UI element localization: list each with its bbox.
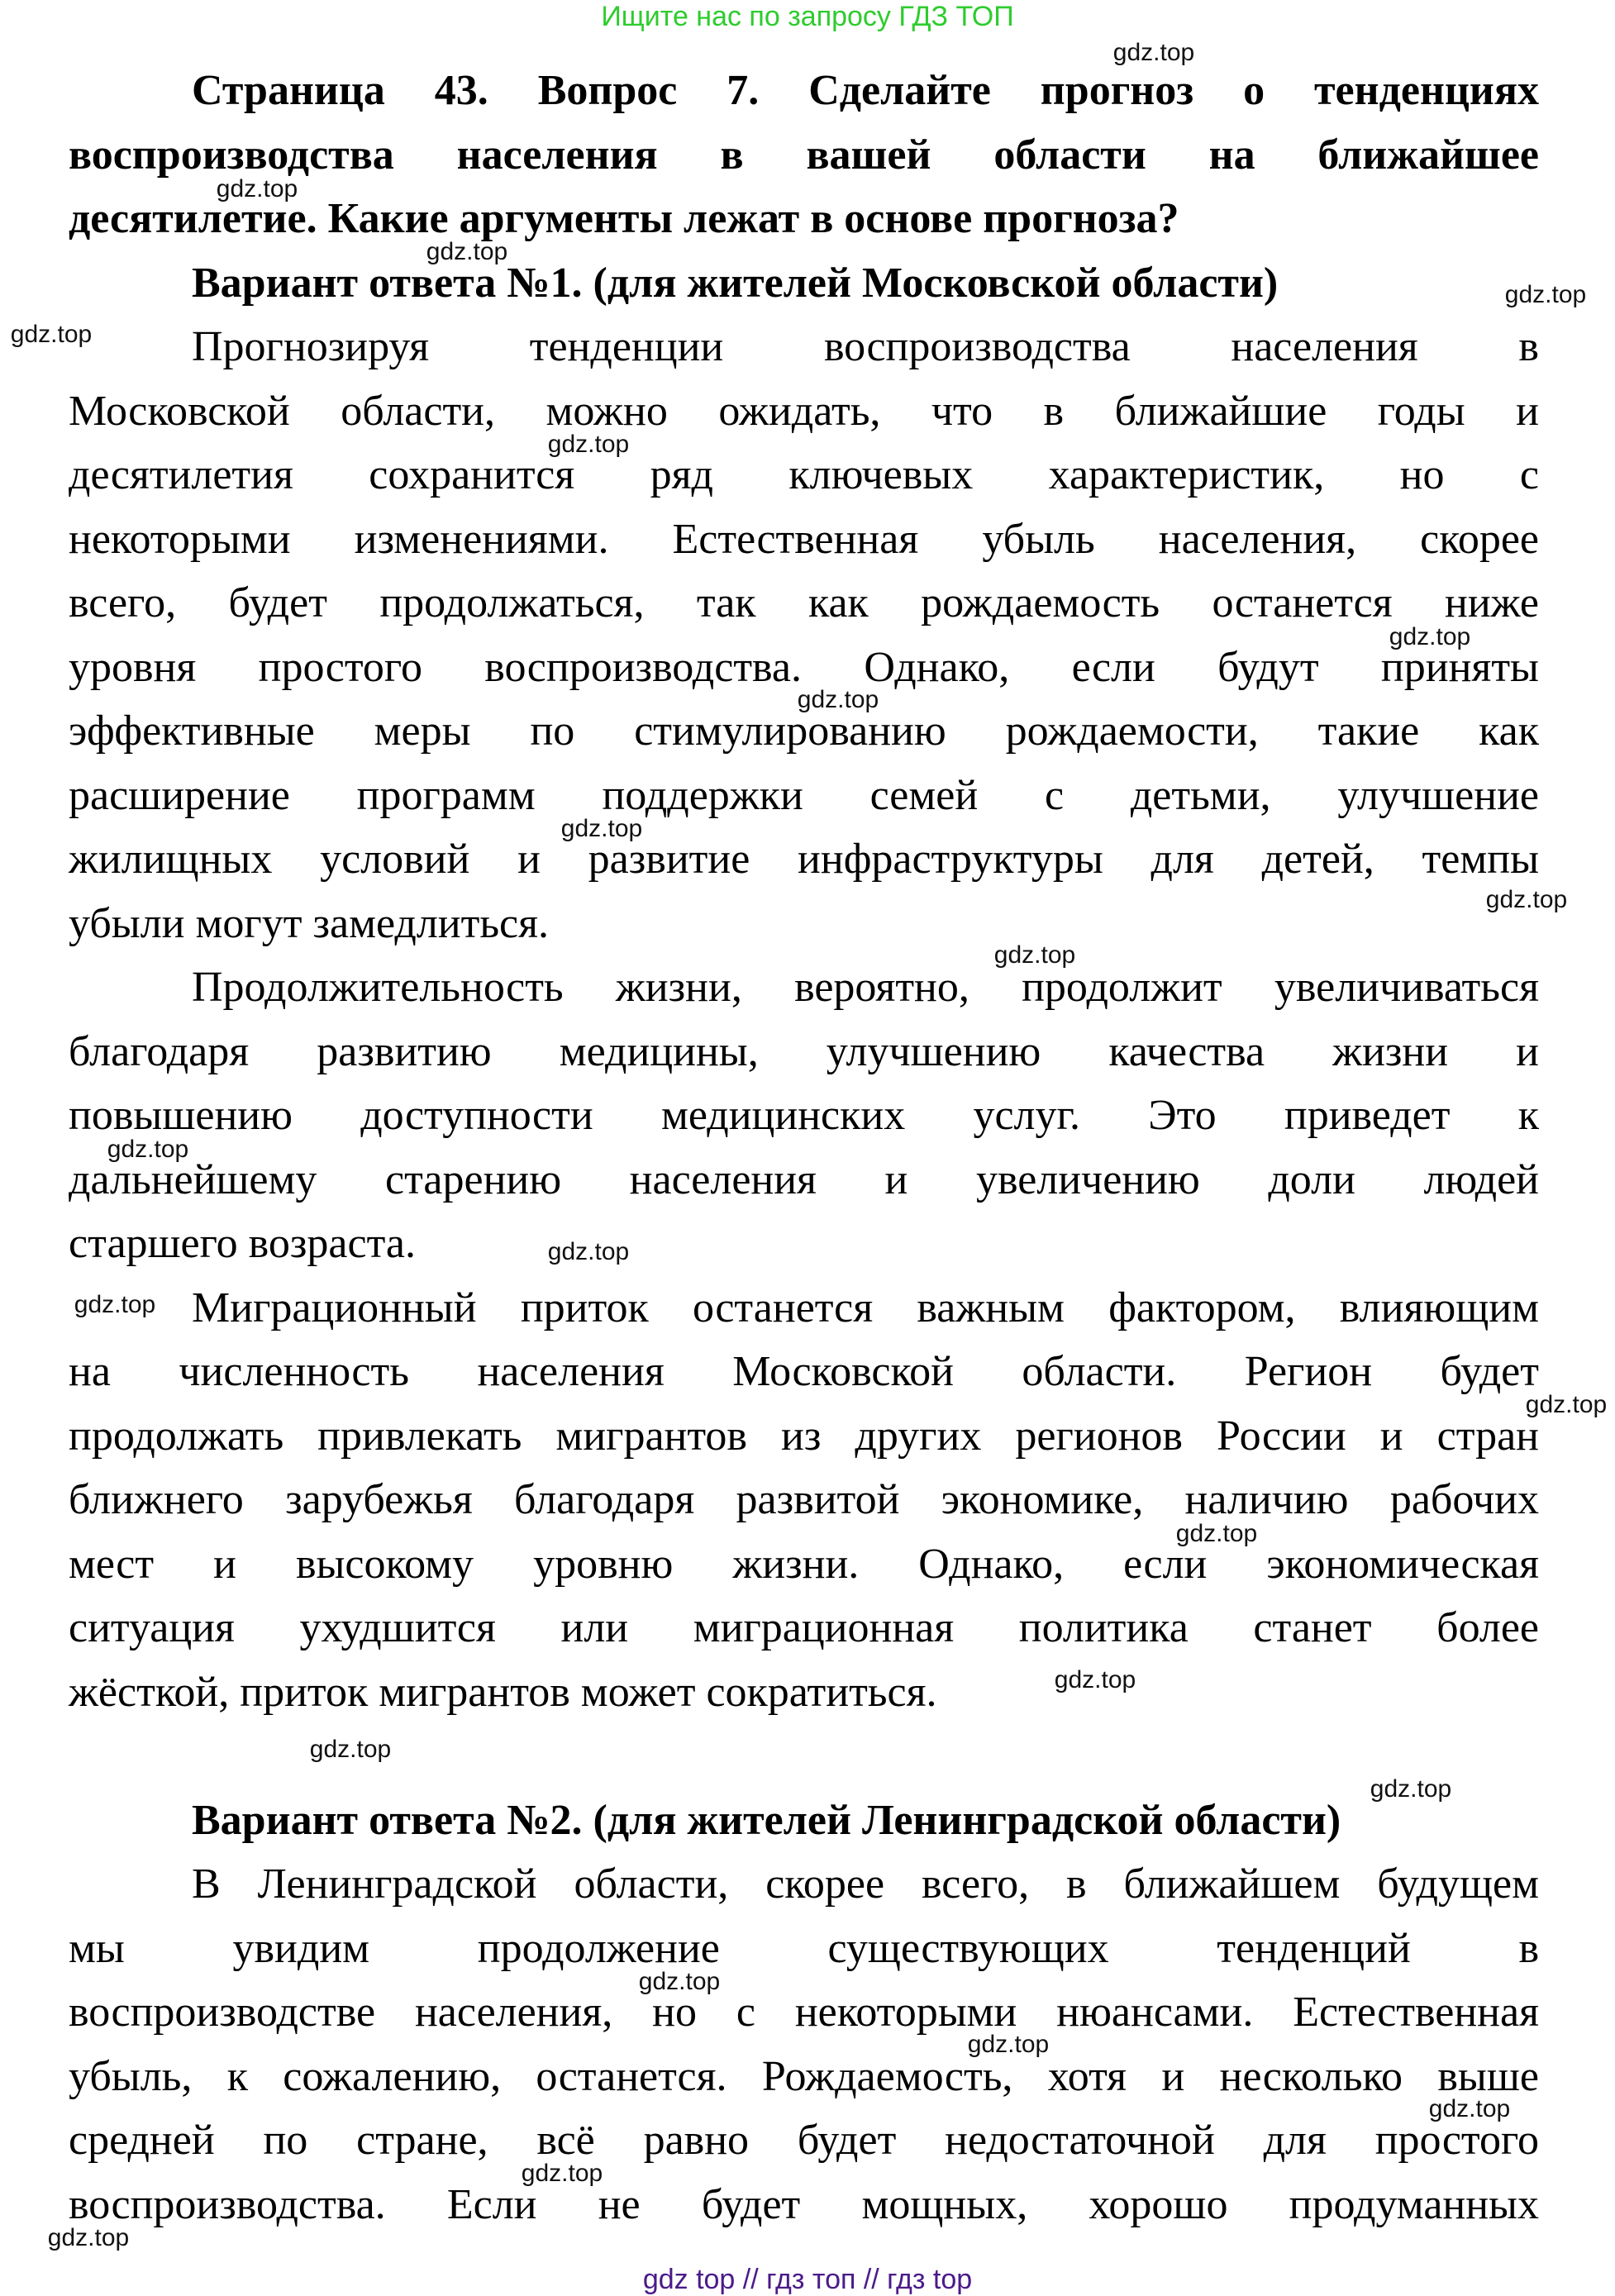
watermark-label: gdz.top: [1525, 1391, 1608, 1418]
answer-heading: Вариант ответа №1. (для жителей Московской области): [192, 259, 1279, 307]
paragraph-line: дальнейшему старению населения и увеличению доли людей: [69, 1155, 1539, 1203]
watermark-label: gdz.top: [1428, 2095, 1511, 2122]
paragraph-line: убыли могут замедлиться.: [69, 899, 550, 947]
watermark-label: gdz.top: [47, 2224, 130, 2251]
paragraph-line: Московской области, можно ожидать, что в ближайшие годы и: [69, 387, 1539, 435]
watermark-label: gdz.top: [521, 2160, 603, 2187]
paragraph-line: Миграционный приток останется важным фактором, влияющим: [192, 1284, 1539, 1331]
paragraph-line: мы увидим продолжение существующих тенденций в: [69, 1924, 1539, 1972]
watermark-label: gdz.top: [1485, 886, 1568, 913]
watermark-label: gdz.top: [967, 2031, 1050, 2058]
paragraph-line: воспроизводстве населения, но с некоторыми нюансами. Естественная: [69, 1989, 1539, 2036]
watermark-label: gdz.top: [1175, 1520, 1258, 1547]
paragraph-line: воспроизводства. Если не будет мощных, хорошо продуманных: [69, 2180, 1539, 2228]
paragraph-line: всего, будет продолжаться, так как рождаемость останется ниже: [69, 579, 1539, 626]
footer-links[interactable]: gdz top // гдз топ // гдз top: [642, 2264, 973, 2295]
watermark-label: gdz.top: [74, 1291, 156, 1318]
watermark-label: gdz.top: [993, 941, 1076, 969]
watermark-label: gdz.top: [426, 238, 508, 265]
watermark-label: gdz.top: [547, 1238, 630, 1265]
watermark-label: gdz.top: [1112, 39, 1195, 66]
paragraph-line: жилищных условий и развитие инфраструктуры для детей, темпы: [69, 836, 1539, 883]
paragraph-line: средней по стране, всё равно будет недостаточной для простого: [69, 2117, 1539, 2164]
question-line: воспроизводства населения в вашей области на ближайшее: [69, 131, 1539, 179]
paragraph-line: на численность населения Московской области. Регион будет: [69, 1348, 1539, 1395]
watermark-label: gdz.top: [309, 1736, 392, 1763]
paragraph-line: Прогнозируя тенденции воспроизводства населения в: [192, 323, 1539, 370]
watermark-label: gdz.top: [1389, 623, 1471, 650]
question-line: десятилетие. Какие аргументы лежат в основе прогноза?: [69, 195, 1179, 242]
paragraph-line: ситуация ухудшится или миграционная политика станет более: [69, 1604, 1539, 1651]
watermark-label: gdz.top: [216, 175, 298, 202]
paragraph-line: жёсткой, приток мигрантов может сократиться.: [69, 1668, 937, 1716]
paragraph-line: уровня простого воспроизводства. Однако, если будут приняты: [69, 643, 1539, 691]
watermark-label: gdz.top: [547, 431, 630, 458]
watermark-label: gdz.top: [560, 815, 643, 842]
paragraph-line: В Ленинградской области, скорее всего, в ближайшем будущем: [192, 1860, 1539, 1908]
answer-heading: Вариант ответа №2. (для жителей Ленинградской области): [192, 1796, 1341, 1844]
paragraph-line: благодаря развитию медицины, улучшению качества жизни и: [69, 1027, 1539, 1075]
paragraph-line: мест и высокому уровню жизни. Однако, если экономическая: [69, 1540, 1539, 1588]
paragraph-line: эффективные меры по стимулированию рождаемости, такие как: [69, 707, 1539, 755]
paragraph-line: старшего возраста.: [69, 1220, 417, 1267]
search-banner: Ищите нас по запросу ГДЗ ТОП: [601, 1, 1014, 32]
question-line: Страница 43. Вопрос 7. Сделайте прогноз о тенденциях: [192, 67, 1539, 114]
paragraph-line: ближнего зарубежья благодаря развитой экономике, наличию рабочих: [69, 1476, 1539, 1523]
watermark-label: gdz.top: [1504, 281, 1587, 308]
watermark-label: gdz.top: [638, 1968, 721, 1995]
paragraph-line: Продолжительность жизни, вероятно, продолжит увеличиваться: [192, 964, 1539, 1011]
paragraph-line: некоторыми изменениями. Естественная убыль населения, скорее: [69, 515, 1539, 563]
watermark-label: gdz.top: [107, 1136, 189, 1163]
watermark-label: gdz.top: [1054, 1666, 1136, 1693]
watermark-label: gdz.top: [1370, 1775, 1452, 1803]
paragraph-line: продолжать привлекать мигрантов из других регионов России и стран: [69, 1412, 1539, 1460]
paragraph-line: расширение программ поддержки семей с детьми, улучшение: [69, 771, 1539, 819]
paragraph-line: убыль, к сожалению, останется. Рождаемость, хотя и несколько выше: [69, 2052, 1539, 2100]
paragraph-line: десятилетия сохранится ряд ключевых характеристик, но с: [69, 451, 1539, 498]
watermark-label: gdz.top: [10, 321, 93, 348]
paragraph-line: повышению доступности медицинских услуг. Это приведет к: [69, 1092, 1539, 1139]
watermark-label: gdz.top: [797, 686, 879, 713]
